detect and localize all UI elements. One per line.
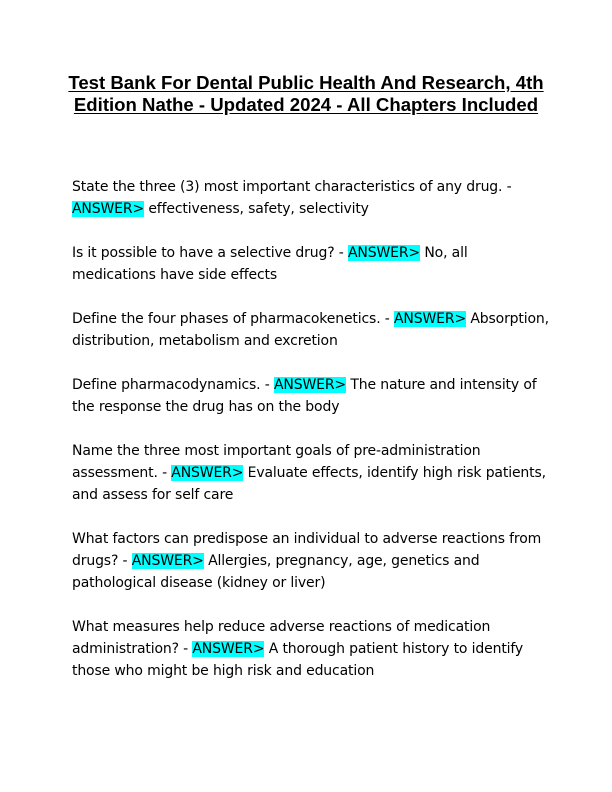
answer-text: Absorption, distribution, metabolism and excretion	[72, 311, 549, 349]
question-text: What factors can predispose an individual to adverse reactions from drugs? -	[72, 531, 542, 569]
answer-label: ANSWER>	[394, 311, 467, 327]
qa-item	[72, 528, 552, 594]
answer-label: ANSWER>	[273, 377, 347, 393]
qa-item	[72, 616, 552, 682]
qa-list	[72, 176, 552, 682]
answer-text: The nature and intensity of the response the drug has on the body	[72, 377, 537, 415]
answer-text: Allergies, pregnancy, age, genetics and pathological disease (kidney or liver)	[72, 553, 480, 591]
question-text: State the three (3) most important characteristics of any drug. -	[72, 179, 512, 195]
qa-item	[72, 440, 552, 506]
answer-label: ANSWER>	[171, 465, 244, 481]
qa-item	[72, 308, 552, 352]
qa-item	[72, 374, 552, 418]
qa-item	[72, 176, 552, 220]
question-text: Name the three most important goals of pre-administration assessment. -	[72, 443, 481, 481]
question-text: Define the four phases of pharmacokenetics. -	[72, 311, 394, 327]
answer-text: effectiveness, safety, selectivity	[144, 201, 369, 217]
answer-text: No, all medications have side effects	[72, 245, 468, 283]
answer-label: ANSWER>	[72, 201, 145, 217]
question-text: Is it possible to have a selective drug? -	[72, 245, 348, 261]
question-text: What measures help reduce adverse reactions of medication administration? -	[72, 619, 491, 657]
answer-label: ANSWER>	[347, 245, 421, 261]
question-text: Define pharmacodynamics. -	[72, 377, 274, 393]
answer-label: ANSWER>	[192, 641, 265, 657]
answer-text: Evaluate effects, identify high risk patients, and assess for self care	[72, 465, 546, 503]
document-title: Test Bank For Dental Public Health And Research, 4th Edition Nathe - Updated 2024 - All Chapters Included	[68, 72, 544, 115]
answer-label: ANSWER>	[131, 553, 204, 569]
answer-text: A thorough patient history to identify those who might be high risk and education	[72, 641, 524, 679]
qa-item	[72, 242, 552, 286]
